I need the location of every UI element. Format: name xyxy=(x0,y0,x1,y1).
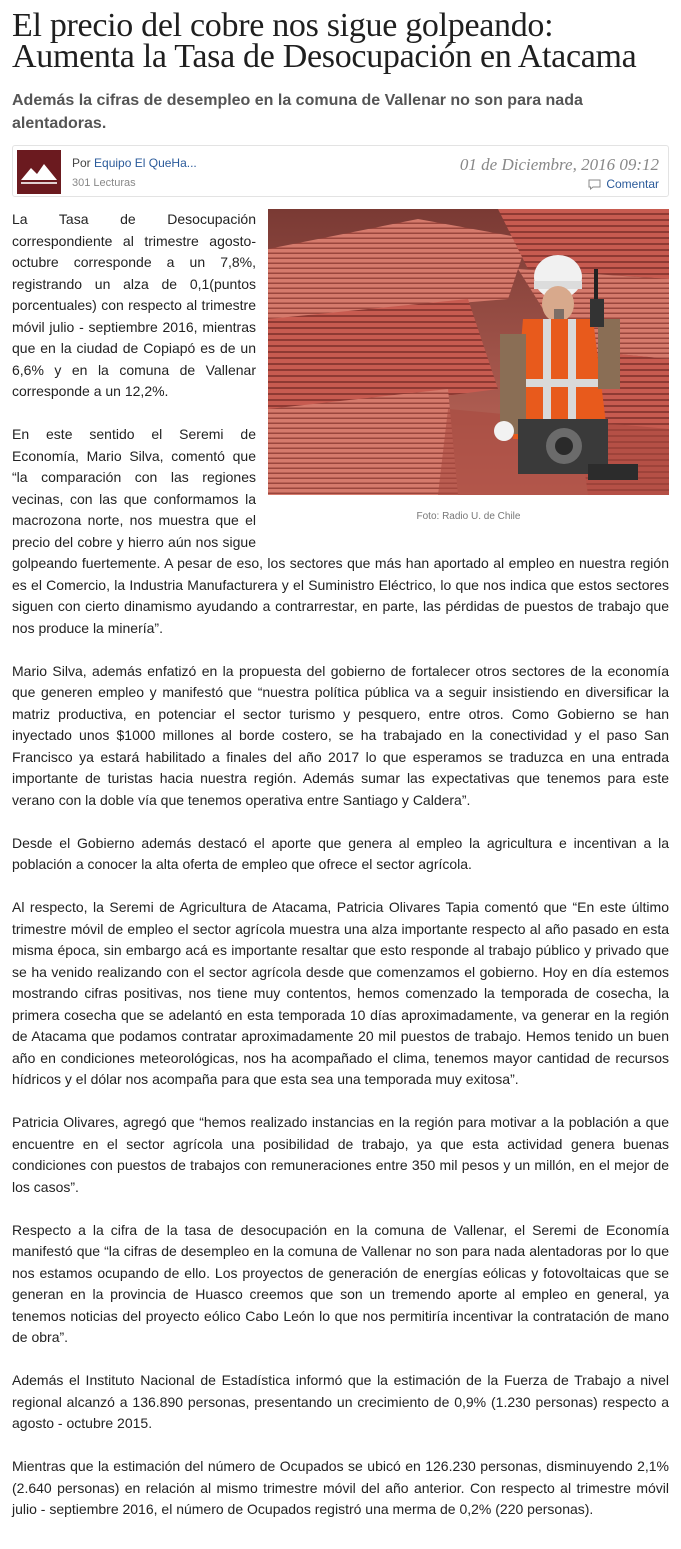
author-link[interactable]: Equipo El QueHa... xyxy=(94,156,197,170)
article-meta-box xyxy=(12,145,669,197)
paragraph-8: Además el Instituto Nacional de Estadística informó que la estimación de la Fuerza de Trabajo a nivel regional alcanzó a 136.890 personas, presentando un crecimiento de 0,9% (1.230 personas) respecto a agosto - octubre 2015. xyxy=(12,1372,669,1431)
author-avatar[interactable] xyxy=(17,150,61,194)
paragraph-2: En este sentido el Seremi de Economía, Mario Silva, comentó que “la comparación con las regiones vecinas, con las que conformamos la macrozona norte, nos muestra que el precio del cobre y hierro aún nos sigue golpeando fuertemente. A pesar de eso, los sectores que más han aportado al empleo en nuestra región es el Comercio, la Industria Manufacturera y el Suministro Eléctrico, lo que nos indica que estos sectores siguen con cierto dinamismo ayudando a contrarrestar, en parte, las pérdidas de puestos de trabajo que nos produce la minería”. xyxy=(12,426,669,636)
paragraph-1: La Tasa de Desocupación correspondiente al trimestre agosto-octubre corresponde a un 7,8%, registrando un alza de 0,1(puntos porcentuales) con respecto al trimestre móvil julio - septiembre 2016, mientras que en la ciudad de Copiapó es de un 6,6% y en la comuna de Vallenar corresponde a un 12,2%. xyxy=(12,211,256,399)
publish-date: 01 de Diciembre, 2016 09:12 xyxy=(459,155,659,174)
paragraph-9: Mientras que la estimación del número de Ocupados se ubicó en 126.230 personas, disminuyendo 2,1% (2.640 personas) en relación al mismo trimestre móvil del año anterior. Con respecto al trimestre móvil julio - septiembre 2016, el número de Ocupados registró una merma de 0,2% (220 personas). xyxy=(12,1458,669,1517)
article-title: El precio del cobre nos sigue golpeando: Aumenta la Tasa de Desocupación en Atacama xyxy=(12,7,637,75)
article-body xyxy=(12,209,669,1521)
author-prefix: Por xyxy=(72,156,91,170)
read-count: 301 Lecturas xyxy=(72,177,136,189)
copper-worker-photo xyxy=(268,209,669,495)
mountain-logo-icon xyxy=(17,150,61,194)
article-subtitle: Además la cifras de desempleo en la comuna de Vallenar no son para nada alentadoras. xyxy=(12,92,583,132)
paragraph-6: Patricia Olivares, agregó que “hemos realizado instancias en la región para motivar a la población a que encuentre en el sector agrícola una posibilidad de trabajo, ya que esta actividad genera buenas condiciones con puestos de trabajos con remuneraciones entre 350 mil pesos y un millón, en el mejor de los casos”. xyxy=(12,1114,669,1195)
author-line xyxy=(72,156,197,170)
paragraph-3: Mario Silva, además enfatizó en la propuesta del gobierno de fortalecer otros sectores de la economía que generen empleo y manifestó que “nuestra política pública va a seguir insistiendo en diversificar la matriz productiva, en potenciar el sector turismo y pesquero, entre otros. Como Gobierno se han inyectado unos $1000 millones al borde costero, se ha trabajado en la conectividad y el paso San Francisco ya estará habilitado a finales del año 2017 lo que esperamos se traduzca en una entrada importante de turistas hacia nuestra región. Además sumar las expectativas que tenemos para este verano con la doble vía que tenemos operativa entre Santiago y Caldera”. xyxy=(12,662,669,808)
paragraph-5: Al respecto, la Seremi de Agricultura de Atacama, Patricia Olivares Tapia comentó que “En este último trimestre móvil de empleo el sector agrícola muestra una alza importante respecto al año pasado en esta misma época, sin embargo acá es importante resaltar que esto responde al trabajo público y privado que se ha venido realizando con el sector agrícola desde que comenzamos el gobierno. Hoy en día estemos mostrando cifras positivas, nos tiene muy contentos, hemos comenzado la temporada de cosecha, la primera cosecha que se adelantó en esta temporada 10 días aproximadamente, va generar en la región de Atacama que podamos contratar aproximadamente 20 mil puestos de trabajo. Hemos tenido un buen año en condiciones meteorológicas, nos ha acompañado el clima, tenemos mayor cantidad de recursos hídricos y el dólar nos acompaña para que esta sea una temporada muy exitosa”. xyxy=(12,899,669,1087)
comment-bubble-icon xyxy=(588,179,601,190)
paragraph-7: Respecto a la cifra de la tasa de desocupación en la comuna de Vallenar, el Seremi de Economía manifestó que “la cifras de desempleo en la comuna de Vallenar no son para nada alentadoras por lo que nos estamos ocupando de ello. Los proyectos de generación de energías eólicas y fotovoltaicas que se generan en la provincia de Huasco creemos que son un tremendo aporte al empleo en general, ya tenemos noticias del proyecto eólico Cabo León lo que nos permitiría incentivar la contratación de mano de obra”. xyxy=(12,1221,669,1345)
photo-caption: Foto: Radio U. de Chile xyxy=(416,511,521,522)
paragraph-4: Desde el Gobierno además destacó el aporte que genera al empleo la agricultura e incentivan a la población a conocer la alta oferta de empleo que ofrece el sector agrícola. xyxy=(12,834,669,872)
article-figure xyxy=(268,209,669,537)
comment-button[interactable] xyxy=(588,177,659,191)
comment-label: Comentar xyxy=(606,177,659,191)
